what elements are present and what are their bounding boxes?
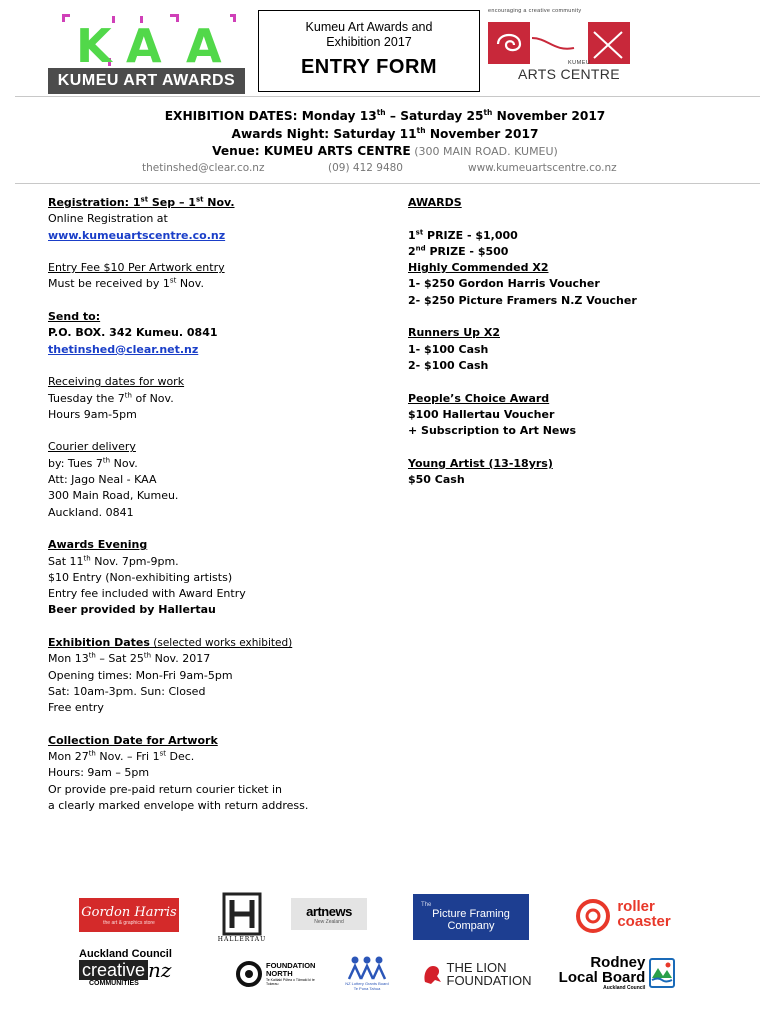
kaa-letter-a1: A	[126, 19, 162, 66]
sponsor-logos	[67, 884, 699, 1004]
kaa-logo-band: KUMEU ART AWARDS	[48, 68, 245, 94]
info-column	[48, 195, 368, 814]
second-prize: 2nd PRIZE - $500	[408, 244, 509, 258]
banner-divider	[15, 183, 760, 184]
exhibition-dates-line: EXHIBITION DATES: Monday 13th – Saturday 25th November 2017	[164, 108, 606, 124]
kaa-logo	[48, 10, 245, 89]
entry-fee-text: Must be received by 1st Nov.	[48, 276, 204, 291]
runners-up-item: 2- $100 Cash	[408, 358, 489, 372]
exhibition-dates: Mon 13th – Sat 25th Nov. 2017	[48, 651, 211, 666]
courier-city: Auckland. 0841	[48, 505, 134, 519]
arts-centre-logo	[488, 6, 638, 90]
contact-email: thetinshed@clear.co.nz	[142, 162, 265, 174]
receiving-date: Tuesday the 7th of Nov.	[48, 390, 174, 405]
courier-date: by: Tues 7th Nov.	[48, 456, 138, 470]
awards-night-line: Awards Night: Saturday 11th November 2017	[231, 126, 539, 142]
title-line-1: Kumeu Art Awards and	[305, 20, 433, 34]
awards-evening-included: Entry fee included with Award Entry	[48, 587, 246, 601]
collection-heading: Collection Date for Artwork	[48, 733, 218, 747]
receiving-hours: Hours 9am-5pm	[48, 407, 137, 421]
hallertau-emblem-icon	[222, 892, 262, 936]
lion-icon	[421, 962, 443, 986]
arts-centre-name-small: KUMEU	[568, 60, 591, 66]
exhibition-weekend-hours: Sat: 10am-3pm. Sun: Closed	[48, 684, 206, 698]
entry-fee-heading: Entry Fee $10 Per Artwork entry	[48, 261, 225, 275]
send-to-heading: Send to:	[48, 310, 101, 324]
auckland-council-crest-icon	[649, 958, 675, 988]
awards-heading: AWARDS	[408, 196, 462, 209]
first-prize: 1st PRIZE - $1,000	[408, 227, 518, 242]
peoples-choice-item: $100 Hallertau Voucher	[408, 407, 555, 421]
artnews-logo: artnews New Zealand	[291, 898, 367, 930]
highly-commended-heading: Highly Commended X2	[408, 261, 549, 275]
awards-column	[408, 195, 748, 488]
registration-heading: Registration: 1st Sep – 1st Nov.	[48, 195, 235, 209]
lottery-grants-logo: NZ Lottery Grants Board Te Puna Tahua	[337, 950, 397, 996]
lottery-people-icon	[347, 955, 387, 981]
creative-nz-logo: Auckland Council creative nz COMMUNITIES	[79, 948, 172, 987]
roller-coaster-logo: roller coaster	[561, 892, 681, 936]
courier-street: 300 Main Road, Kumeu.	[48, 489, 179, 503]
exhibition-weekday-hours: Opening times: Mon-Fri 9am-5pm	[48, 668, 233, 682]
title-line-2: Exhibition 2017	[326, 35, 412, 49]
send-to-address: P.O. BOX. 342 Kumeu. 0841	[48, 326, 218, 340]
runners-up-heading: Runners Up X2	[408, 326, 500, 340]
highly-commended-item: 1- $250 Gordon Harris Voucher	[408, 277, 600, 291]
young-artist-heading: Young Artist (13-18yrs)	[408, 456, 553, 470]
picture-framing-logo: The Picture Framing Company	[413, 894, 529, 940]
foundation-north-logo: FOUNDATION NORTH Te Kaitiaki Pūtea o Tāmaki ki te Tokerau	[227, 954, 325, 994]
exhibition-free-entry: Free entry	[48, 701, 104, 715]
collection-envelope-note: a clearly marked envelope with return address.	[48, 798, 309, 812]
collection-courier-note: Or provide pre-paid return courier ticket in	[48, 782, 282, 796]
kaa-letters	[58, 14, 236, 66]
young-artist-item: $50 Cash	[408, 473, 465, 487]
gordon-harris-logo: Gordon Harris the art & graphics store	[79, 898, 179, 932]
contact-phone: (09) 412 9480	[328, 162, 403, 174]
runners-up-item: 1- $100 Cash	[408, 342, 489, 356]
title-box	[258, 10, 480, 92]
kaa-letter-a2: A	[186, 19, 222, 66]
awards-evening-heading: Awards Evening	[48, 538, 148, 552]
arts-centre-tagline: encouraging a creative community	[488, 8, 582, 14]
courier-heading: Courier delivery	[48, 440, 136, 454]
foundation-north-circle-icon	[236, 961, 262, 987]
receiving-heading: Receiving dates for work	[48, 375, 185, 389]
peoples-choice-heading: People’s Choice Award	[408, 391, 550, 405]
awards-evening-entry: $10 Entry (Non-exhibiting artists)	[48, 570, 233, 584]
registration-text: Online Registration at	[48, 212, 168, 226]
hallertau-logo: HALLERTAU	[213, 888, 271, 946]
lion-foundation-logo: THE LION FOUNDATION	[415, 954, 537, 994]
courier-attention: Att: Jago Neal - KAA	[48, 473, 157, 487]
awards-evening-time: Sat 11th Nov. 7pm-9pm.	[48, 553, 179, 568]
peoples-choice-item: + Subscription to Art News	[408, 424, 577, 438]
send-to-email[interactable]: thetinshed@clear.net.nz	[48, 342, 199, 356]
page-title: ENTRY FORM	[300, 56, 438, 78]
roller-coaster-swirl-icon	[571, 894, 615, 934]
collection-dates: Mon 27th Nov. – Fri 1st Dec.	[48, 749, 195, 764]
arts-centre-mark-icon	[488, 18, 638, 66]
collection-hours: Hours: 9am – 5pm	[48, 766, 150, 780]
rodney-local-board-logo: Rodney Local Board Auckland Council	[549, 948, 685, 998]
exhibition-heading: Exhibition Dates (selected works exhibited)	[48, 636, 293, 650]
header-divider	[15, 96, 760, 97]
kaa-letter-k: K	[76, 19, 112, 66]
highly-commended-item: 2- $250 Picture Framers N.Z Voucher	[408, 293, 637, 307]
awards-evening-beer: Beer provided by Hallertau	[48, 603, 216, 617]
registration-link[interactable]: www.kumeuartscentre.co.nz	[48, 228, 226, 242]
arts-centre-name: ARTS CENTRE	[518, 66, 620, 82]
venue-line: Venue: KUMEU ARTS CENTRE (300 MAIN ROAD. KUMEU)	[212, 144, 558, 158]
contact-website[interactable]: www.kumeuartscentre.co.nz	[468, 162, 617, 174]
